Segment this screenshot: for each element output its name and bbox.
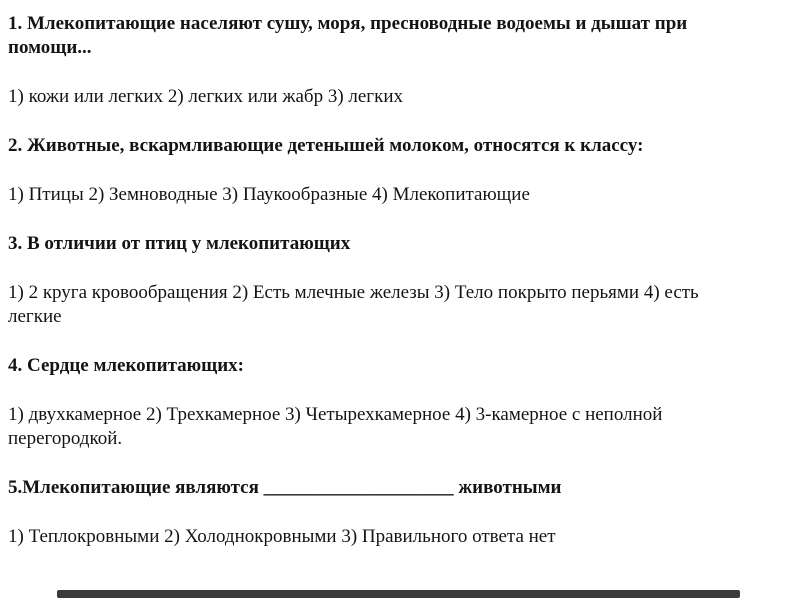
question-4-options: 1) двухкамерное 2) Трехкамерное 3) Четырехкамерное 4) 3-камерное с неполной перегородкой. [8, 404, 663, 449]
question-1-text: 1. Млекопитающие населяют сушу, моря, пресноводные водоемы и дышат при помощи... [8, 13, 688, 58]
question-3-options: 1) 2 круга кровообращения 2) Есть млечные железы 3) Тело покрыто перьями 4) есть легкие [8, 282, 699, 327]
question-1-options: 1) кожи или легких 2) легких или жабр 3) легких [8, 86, 404, 107]
progress-bar[interactable] [57, 590, 740, 598]
question-5-text: 5.Млекопитающие являются ____________________ животными [8, 477, 562, 498]
question-2-options: 1) Птицы 2) Земноводные 3) Паукообразные 4) Млекопитающие [8, 184, 530, 205]
question-5-options: 1) Теплокровными 2) Холоднокровными 3) Правильного ответа нет [8, 526, 556, 547]
question-2-text: 2. Животные, вскармливающие детенышей молоком, относятся к классу: [8, 135, 644, 156]
question-3-text: 3. В отличии от птиц у млекопитающих [8, 233, 351, 254]
question-4-text: 4. Сердце млекопитающих: [8, 355, 244, 376]
